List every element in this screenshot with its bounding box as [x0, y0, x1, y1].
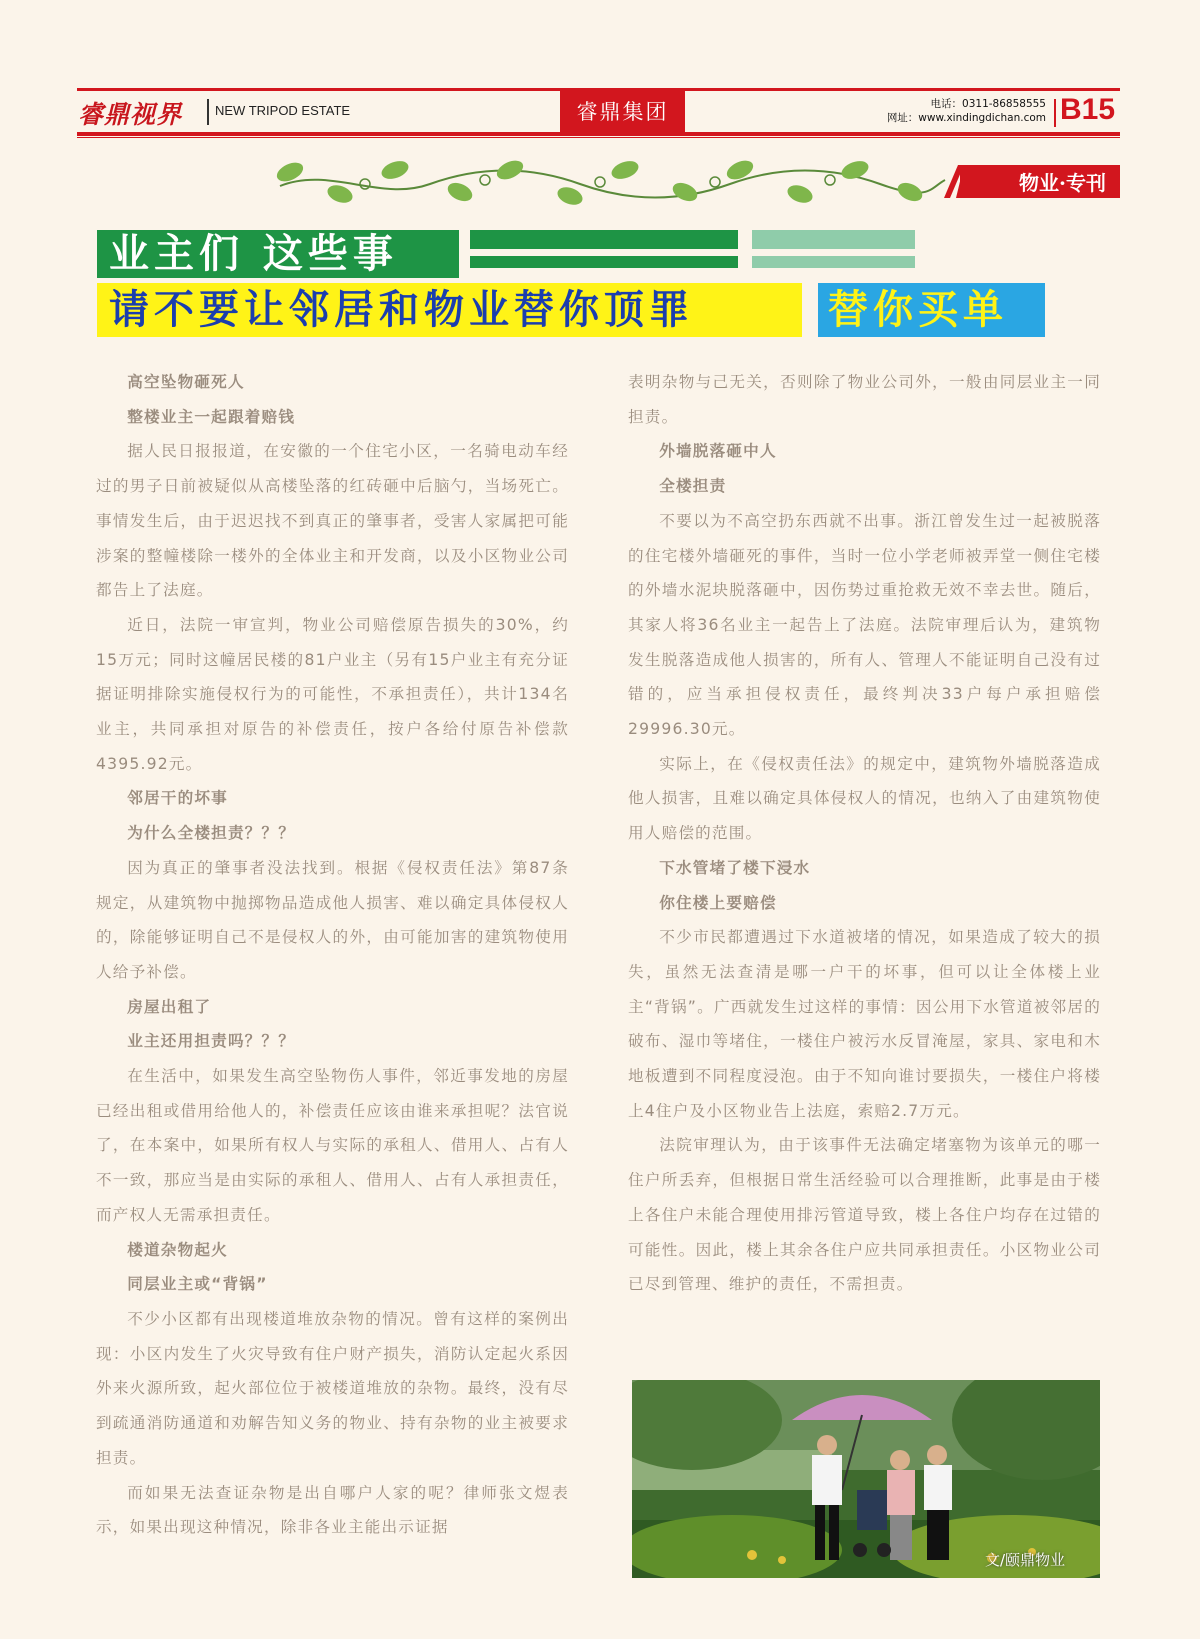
article-column-right	[628, 365, 1101, 1302]
paragraph: 不少小区都有出现楼道堆放杂物的情况。曾有这样的案例出现：小区内发生了火灾导致有住户财产损失，消防认定起火系因外来火源所致，起火部位位于被楼道堆放的杂物。最终，没有尽到疏通消防通道和劝解告知义务的物业、持有杂物的业主被要求担责。	[96, 1309, 569, 1467]
paragraph: 因为真正的肇事者没法找到。根据《侵权责任法》第87条规定，从建筑物中抛掷物品造成他人损害、难以确定具体侵权人的，除能够证明自己不是侵权人的外，由可能加害的建筑物使用人给予补偿。	[96, 858, 569, 981]
article-column-left	[96, 365, 569, 1545]
title-green-bar-1	[470, 230, 738, 249]
subheading: 房屋出租了	[127, 997, 212, 1016]
website-link[interactable]: 网址：www.xindingdichan.com	[886, 112, 1046, 124]
subheading: 下水管堵了楼下浸水	[659, 858, 811, 877]
header-bottom-rule-thin	[77, 137, 1120, 138]
title-light-bar-1	[752, 230, 915, 249]
photo-credit: 文/颐鼎物业	[985, 1551, 1066, 1569]
page-number-separator	[1054, 99, 1056, 127]
masthead-logo: 睿鼎视界	[78, 100, 183, 129]
logo-separator	[207, 99, 209, 125]
paragraph: 据人民日报报道，在安徽的一个住宅小区，一名骑电动车经过的男子日前被疑似从高楼坠落的红砖砸中后脑勺，当场死亡。事情发生后，由于迟迟找不到真正的肇事者，受害人家属把可能涉案的整幢楼除一楼外的全体业主和开发商，以及小区物业公司都告上了法庭。	[96, 442, 569, 600]
contact-info	[850, 97, 1046, 125]
page-number: B15	[1060, 93, 1116, 126]
subheading: 业主还用担责吗？？？	[127, 1032, 296, 1051]
subheading: 整楼业主一起跟着赔钱	[127, 407, 296, 426]
paragraph: 不少市民都遭遇过下水道被堵的情况，如果造成了较大的损失，虽然无法查清是哪一户干的坏事，但可以让全体楼上业主“背锅”。广西就发生过这样的事情：因公用下水管道被邻居的破布、湿巾等堵住，一楼住户被污水反冒淹屋，家具、家电和木地板遭到不同程度浸泡。由于不知向谁讨要损失，一楼住户将楼上4住户及小区物业告上法庭，索赔2.7万元。	[628, 928, 1101, 1120]
subheading: 同层业主或“背锅”	[127, 1275, 268, 1294]
estate-name: NEW TRIPOD ESTATE	[215, 103, 351, 118]
paragraph: 近日，法院一审宣判，物业公司赔偿原告损失的30%，约15万元；同时这幢居民楼的81户业主（另有15户业主有充分证据证明排除实施侵权行为的可能性，不承担责任），共计134名业主，共同承担对原告的补偿责任，按户各给付原告补偿款4395.92元。	[96, 615, 569, 773]
paragraph: 不要以为不高空扔东西就不出事。浙江曾发生过一起被脱落的住宅楼外墙砸死的事件，当时一位小学老师被弄堂一侧住宅楼的外墙水泥块脱落砸中，因伤势过重抢救无效不幸去世。随后，其家人将36名业主一起告上了法庭。法院审理后认为，建筑物发生脱落造成他人损害的，所有人、管理人不能证明自己没有过错的，应当承担侵权责任，最终判决33户每户承担赔偿29996.30元。	[628, 511, 1101, 739]
title-light-bar-2	[752, 256, 915, 268]
subheading: 你住楼上要赔偿	[659, 893, 777, 912]
phone-number: 电话：0311-86858555	[930, 98, 1046, 110]
paragraph-continued: 表明杂物与己无关，否则除了物业公司外，一般由同层业主一同担责。	[628, 373, 1101, 426]
subheading: 全楼担责	[659, 477, 727, 496]
title-green-bar-2	[470, 256, 738, 268]
headline-line-3: 替你买单	[818, 283, 1045, 337]
subheading: 为什么全楼担责？？？	[127, 824, 296, 843]
subheading: 外墙脱落砸中人	[659, 442, 777, 461]
headline-line-2: 请不要让邻居和物业替你顶罪	[97, 283, 802, 337]
paragraph: 而如果无法查证杂物是出自哪户人家的呢？律师张文煜表示，如果出现这种情况，除非各业主能出示证据	[96, 1483, 569, 1537]
group-name: 睿鼎集团	[560, 89, 685, 133]
paragraph: 实际上，在《侵权责任法》的规定中，建筑物外墙脱落造成他人损害，且难以确定具体侵权人的情况，也纳入了由建筑物使用人赔偿的范围。	[628, 754, 1101, 843]
paragraph: 法院审理认为，由于该事件无法确定堵塞物为该单元的哪一住户所丢弃，但根据日常生活经验可以合理推断，此事是由于楼上各住户未能合理使用排污管道导致，楼上各住户均存在过错的可能性。因此，楼上其余各住户应共同承担责任。小区物业公司已尽到管理、维护的责任，不需担责。	[628, 1136, 1101, 1294]
subheading: 楼道杂物起火	[127, 1240, 228, 1259]
vine-decoration	[270, 158, 950, 208]
subheading: 邻居干的坏事	[127, 789, 228, 808]
paragraph: 在生活中，如果发生高空坠物伤人事件，邻近事发地的房屋已经出租或借用给他人的，补偿责任应该由谁来承担呢？法官说了，在本案中，如果所有权人与实际的承租人、借用人、占有人不一致，那应当是由实际的承租人、借用人、占有人承担责任，而产权人无需承担责任。	[96, 1067, 569, 1224]
headline-line-1: 业主们 这些事	[97, 230, 459, 278]
section-tag: 物业·专刊	[960, 165, 1120, 198]
subheading: 高空坠物砸死人	[127, 373, 245, 391]
